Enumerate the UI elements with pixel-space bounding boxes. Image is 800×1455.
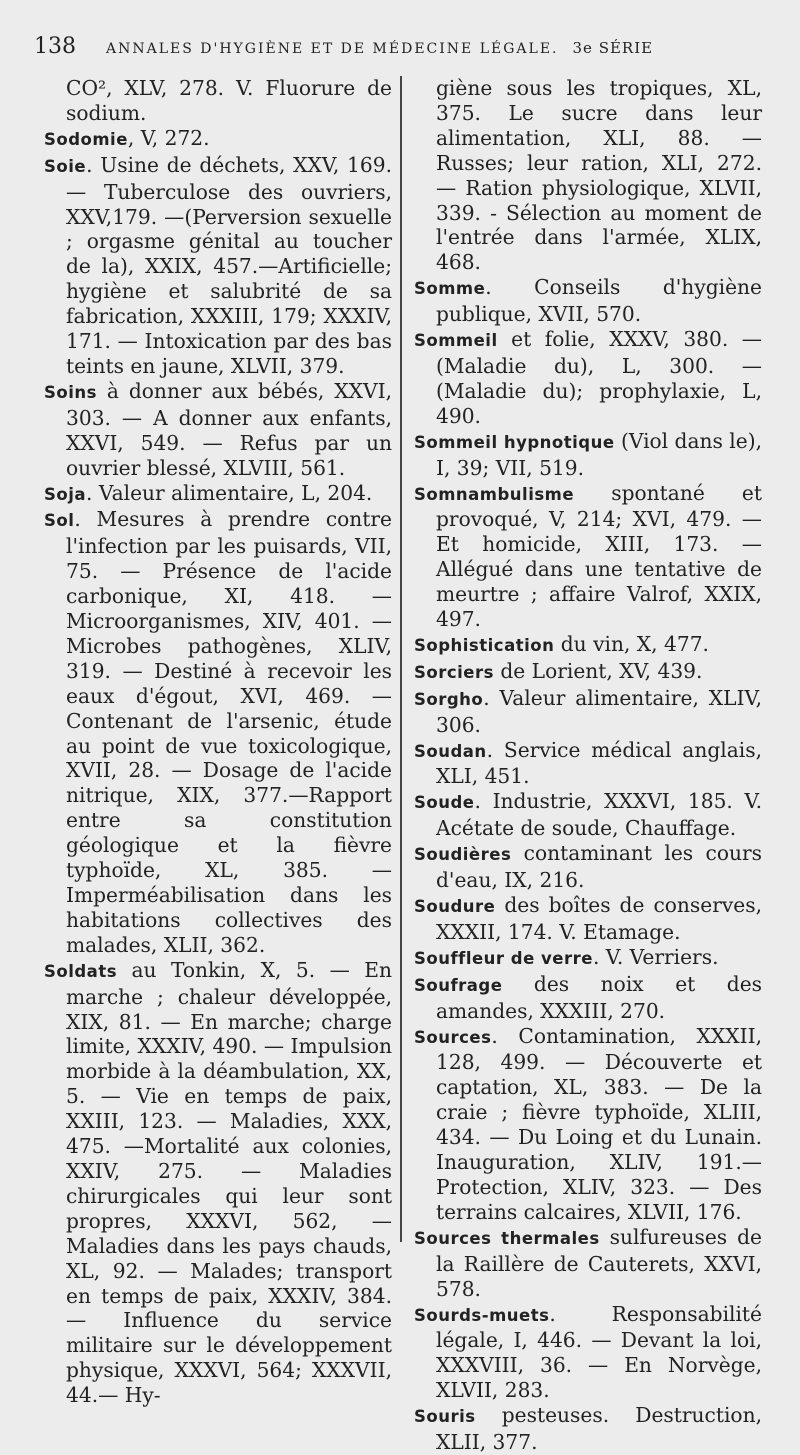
entry-heading: Somme <box>414 279 486 299</box>
index-entry <box>414 1024 762 1225</box>
entry-heading: Somnambulisme <box>414 484 575 504</box>
entry-heading: Sources thermales <box>414 1228 600 1248</box>
entry-heading: Soie <box>44 156 87 176</box>
entry-heading: Sommeil <box>414 331 498 351</box>
index-entry <box>414 1225 762 1302</box>
page-number: 138 <box>34 34 76 59</box>
series-label: 3e SÉRIE <box>572 39 654 57</box>
entry-heading: Soudure <box>414 897 496 916</box>
index-entry <box>414 945 762 972</box>
entry-text: . Valeur alimentaire, XLIV, 306. <box>436 685 762 737</box>
column-divider <box>400 76 402 1242</box>
entry-heading: Souris <box>414 1407 476 1427</box>
index-entry <box>414 789 762 841</box>
entry-text: de Lorient, XV, 439. <box>493 658 703 683</box>
index-entry <box>414 275 762 327</box>
index-entry <box>414 738 762 790</box>
entry-heading: Sol <box>44 511 75 531</box>
entry-text: des noix et des amandes, XXXIII, 270. <box>436 971 762 1023</box>
index-entry <box>414 893 762 945</box>
entry-text: spontané et provoqué, V, 214; XVI, 479. —Et homicide, XIII, 173. — Allégué dans une tentative de meurtre ; affaire Valrof, XXIX, 497. <box>436 480 762 632</box>
index-entry <box>44 958 392 1408</box>
entry-heading: Soldats <box>44 961 118 981</box>
entry-text: . Contamination, XXXII, 128, 499. — Découverte et captation, XL, 383. — De la craie ; fièvre typhoïde, XLIII, 434. — Du Loing et du Lunain. Inauguration, XLIV, 191.—Protection, XLIV, 323. — Des terrains calcaires, XLVII, 176. <box>436 1023 762 1224</box>
entry-heading: Souffleur de verre <box>414 948 593 968</box>
entry-heading: Sorgho <box>414 689 484 709</box>
entry-heading: Sophistication <box>414 635 555 655</box>
entry-heading: Sources <box>414 1027 492 1047</box>
index-entry <box>414 686 762 738</box>
entry-text: CO², XLV, 278. V. Fluorure de sodium. <box>66 76 392 125</box>
entry-text: au Tonkin, X, 5. — En marche ; chaleur développée, XIX, 81. — En marche; charge limite, XXXIV, 490. — Impulsion morbide à la déambulation, XX, 5. — Vie en temps de paix, XXIII, 123. — Maladies, XXX, 475. —Mortalité aux colonies, XXIV, 275. — Maladies chirurgicales qui leur sont propres, XXXVI, 562, — Maladies dans les pays chauds, XL, 92. — Malades; transport en temps de paix, XXXIV, 384. — Influence du service militaire sur le développement physique, XXXVI, 564; XXXVII, 44.— Hy- <box>66 957 392 1408</box>
entry-text: . Industrie, XXXVI, 185. V. Acétate de soude, Chauffage. <box>436 789 762 841</box>
entry-text: . V. Verriers. <box>592 944 719 969</box>
index-entry <box>414 76 762 275</box>
entry-text: pesteuses. Destruction, XLII, 377. <box>436 1403 762 1455</box>
index-entry <box>44 379 392 481</box>
entry-heading: Sorciers <box>414 662 494 682</box>
entry-text: . Service médical anglais, XLI, 451. <box>436 737 762 789</box>
entry-text: . Valeur alimentaire, L, 204. <box>86 480 373 505</box>
left-column <box>44 76 392 1408</box>
entry-text: à donner aux bébés, XXVI, 303. — A donner aux enfants, XXVI, 549. — Refus par un ouvrier blessé, XLVIII, 561. <box>66 378 392 480</box>
entry-heading: Soude <box>414 793 475 813</box>
entry-heading: Sourds-muets <box>414 1305 550 1325</box>
index-entry <box>414 841 762 893</box>
entry-text: sulfureuses de la Raillère de Cauterets, XXVI, 578. <box>436 1224 762 1301</box>
entry-text: et folie, XXXV, 380. — (Maladie du), L, 300. — (Maladie du); prophylaxie, L, 490. <box>436 327 762 428</box>
entry-text: giène sous les tropiques, XL, 375. Le sucre dans leur alimentation, XLI, 88. — Russes; leur ration, XLI, 272. — Ration physiologique, XLVII, 339. - Sélection au moment de l'entrée dans l'armée, XLIX, 468. <box>436 76 762 275</box>
index-entry <box>414 429 762 481</box>
index-entry <box>44 126 392 153</box>
entry-heading: Sommeil hypnotique <box>414 432 615 452</box>
entry-text: , V, 272. <box>127 125 210 150</box>
entry-text: . Mesures à prendre contre l'infection par les puisards, VII, 75. — Présence de l'acide carbonique, XI, 418. — Microorganismes, XIV, 401. — Microbes pathogènes, XLIV, 319. — Destiné à recevoir les eaux d'égout, XVI, 469. — Contenant de l'arsenic, étude au point de vue toxicologique, XVII, 28. — Dosage de l'acide nitrique, XIX, 377.—Rapport entre sa constitution géologique et la fièvre typhoïde, XL, 385. — Imperméabilisation dans les habitations collectives des malades, XLII, 362. <box>66 507 392 957</box>
entry-text: . Usine de déchets, XXV, 169. — Tuberculose des ouvriers, XXV,179. —(Perversion sexuelle ; orgasme génital au toucher de la), XXIX, 457.—Artificielle; hygiène et salubrité de sa fabrication, XXXIII, 179; XXXIV, 171. — Intoxication par des bas teints en jaune, XLVII, 379. <box>66 152 392 378</box>
entry-heading: Soudan <box>414 741 487 761</box>
index-entry <box>414 1403 762 1455</box>
entry-heading: Soufrage <box>414 975 503 995</box>
running-header <box>34 34 774 59</box>
index-entry <box>414 632 762 659</box>
entry-heading: Soins <box>44 382 97 402</box>
entry-heading: Soudières <box>414 845 512 865</box>
index-entry <box>44 481 392 508</box>
entry-text: . Responsabilité légale, I, 446. — Devant la loi, XXXVIII, 36. — En Norvège, XLVII, 283. <box>436 1301 762 1403</box>
journal-title: ANNALES D'HYGIÈNE ET DE MÉDECINE LÉGALE. <box>106 41 559 57</box>
index-entry <box>44 507 392 957</box>
index-entry <box>414 972 762 1024</box>
index-entry <box>414 327 762 429</box>
index-entry <box>414 1302 762 1404</box>
entry-text: du vin, X, 477. <box>554 631 709 656</box>
entry-heading: Sodomie <box>44 129 128 149</box>
index-entry <box>44 153 392 379</box>
entry-text: contaminant les cours d'eau, IX, 216. <box>436 841 762 893</box>
index-entry <box>414 481 762 632</box>
entry-text: (Viol dans le), I, 39; VII, 519. <box>436 428 762 480</box>
entry-heading: Soja <box>44 484 87 504</box>
entry-text: . Conseils d'hygiène publique, XVII, 570. <box>436 275 762 327</box>
index-entry <box>414 659 762 686</box>
entry-text: des boîtes de conserves, XXXII, 174. V. Etamage. <box>436 893 762 944</box>
index-entry <box>44 76 392 126</box>
right-column <box>414 76 762 1455</box>
